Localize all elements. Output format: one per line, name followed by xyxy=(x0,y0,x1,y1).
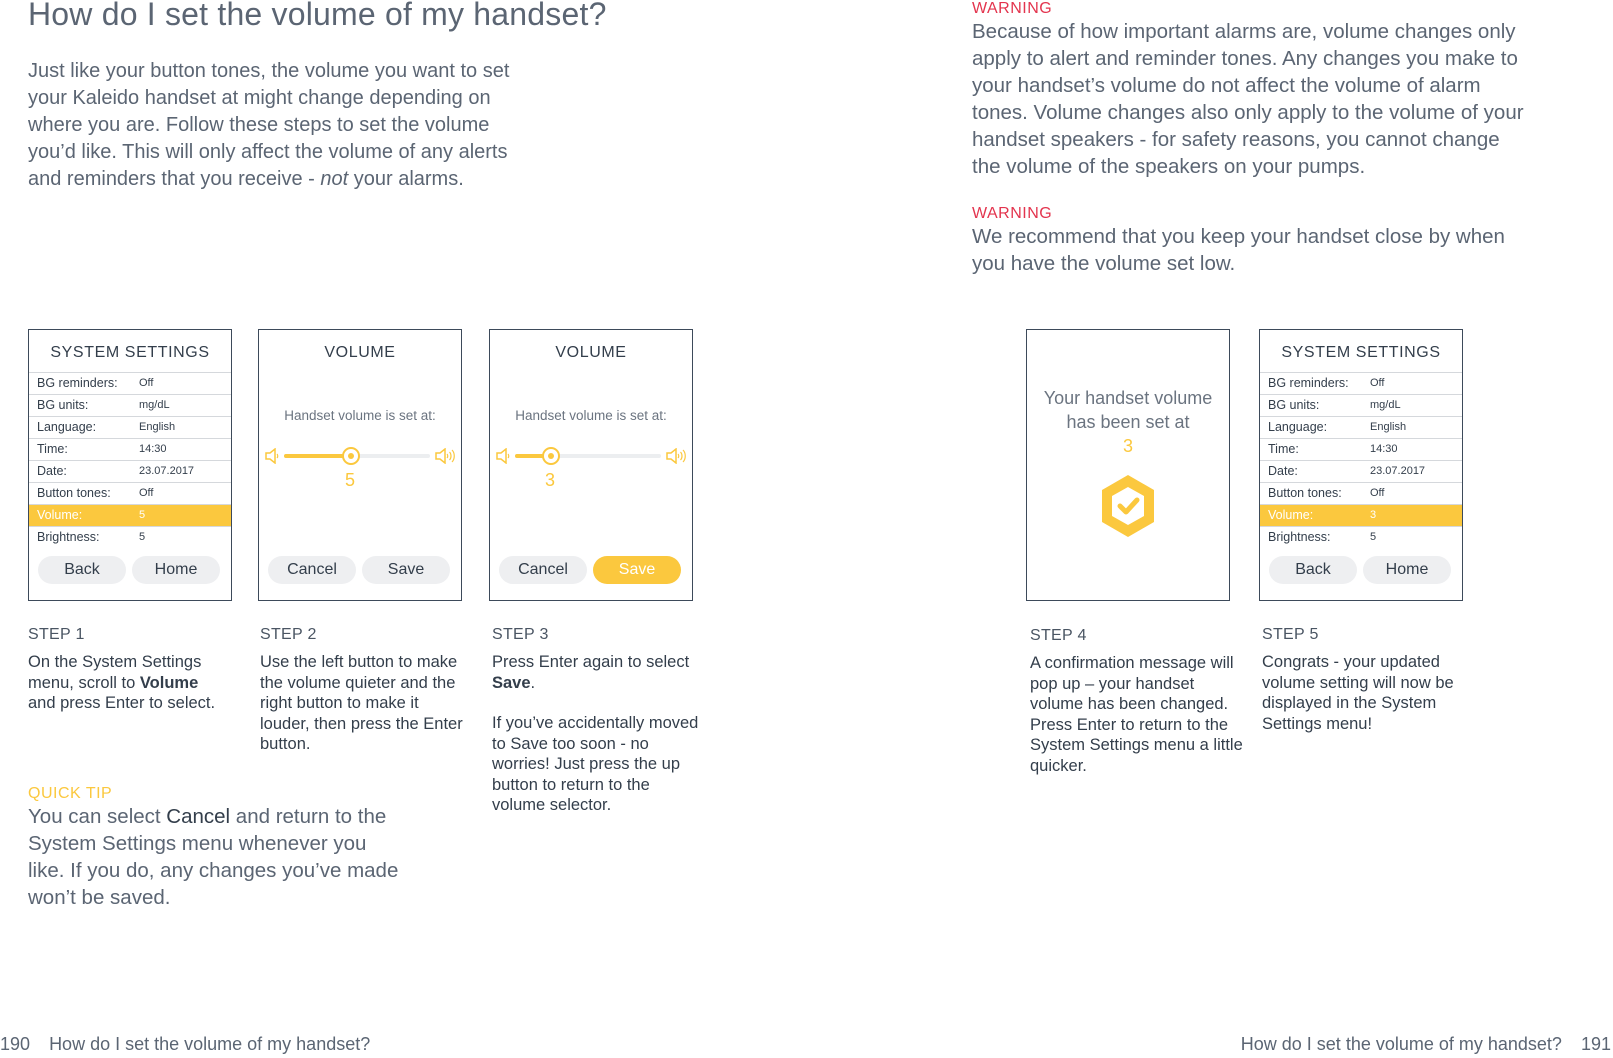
warning-text: We recommend that you keep your handset close by when you have the volume set low. xyxy=(972,225,1505,275)
step-label: STEP 2 xyxy=(260,626,317,643)
screen-title: VOLUME xyxy=(324,344,396,361)
step-text xyxy=(28,652,228,714)
step-text-part: . xyxy=(530,673,536,692)
step-text: Congrats - your updated volume setting will now be displayed in the System Settings menu! xyxy=(1262,653,1454,733)
settings-row xyxy=(29,527,231,548)
settings-row xyxy=(1260,439,1462,461)
row-label: Time: xyxy=(1268,442,1299,456)
home-button[interactable]: Home xyxy=(132,556,220,584)
step-2-caption xyxy=(260,626,465,755)
settings-row xyxy=(29,439,231,461)
settings-row xyxy=(1260,483,1462,505)
settings-row xyxy=(29,417,231,439)
settings-row xyxy=(1260,395,1462,417)
page-number-right: 191 xyxy=(1580,1034,1611,1054)
volume-subtitle: Handset volume is set at: xyxy=(284,408,436,423)
save-button-selected[interactable]: Save xyxy=(593,556,681,584)
row-value: Off xyxy=(139,377,154,389)
step-text-part: and press Enter to select. xyxy=(28,694,216,712)
footer-title-left: How do I set the volume of my handset? xyxy=(49,1034,371,1054)
back-button[interactable]: Back xyxy=(1269,556,1357,584)
row-value: 5 xyxy=(139,509,146,521)
row-value: 5 xyxy=(1370,531,1377,543)
row-label: Time: xyxy=(37,442,68,456)
row-value: mg/dL xyxy=(1370,399,1401,411)
speaker-loud-icon xyxy=(434,448,456,464)
warning-label: WARNING xyxy=(972,205,1053,222)
warning-block-2 xyxy=(972,205,1532,277)
row-label: BG units: xyxy=(37,398,89,412)
step-text: Use the left button to make the volume quieter and the right button to make it louder, then press the Enter button. xyxy=(260,653,463,753)
row-label: BG reminders: xyxy=(1268,376,1349,390)
footer-title-right: How do I set the volume of my handset? xyxy=(1240,1034,1562,1054)
screen-confirmation-step4 xyxy=(1026,329,1230,601)
speaker-quiet-icon xyxy=(264,448,282,464)
footer-right xyxy=(1241,1034,1611,1055)
row-value: Off xyxy=(139,487,154,499)
confirmation-message xyxy=(1027,386,1229,458)
row-label: Date: xyxy=(37,464,67,478)
step-text-bold: Volume xyxy=(139,673,199,692)
row-value: Off xyxy=(1370,377,1385,389)
row-value: 23.07.2017 xyxy=(139,465,195,477)
speaker-quiet-icon xyxy=(495,448,513,464)
step-text-note: If you’ve accidentally moved to Save too soon - no worries! Just press the up button to return to the volume selector. xyxy=(492,714,699,814)
step-label: STEP 1 xyxy=(28,626,85,643)
row-value: 14:30 xyxy=(1370,443,1398,455)
settings-row xyxy=(1260,373,1462,395)
home-button[interactable]: Home xyxy=(1363,556,1451,584)
intro-text-2: your alarms. xyxy=(348,168,464,190)
step-4-caption xyxy=(1030,627,1245,776)
step-text-part: Press Enter again to select xyxy=(492,653,690,671)
intro-paragraph xyxy=(28,58,538,193)
cancel-button[interactable]: Cancel xyxy=(499,556,587,584)
volume-value: 5 xyxy=(344,470,355,490)
screen-system-settings-step5 xyxy=(1259,329,1463,601)
row-label: BG reminders: xyxy=(37,376,118,390)
row-label: Volume: xyxy=(37,508,83,522)
settings-row xyxy=(29,461,231,483)
step-label: STEP 5 xyxy=(1262,626,1319,643)
volume-slider[interactable] xyxy=(284,454,430,458)
settings-table xyxy=(29,372,231,548)
row-label: Brightness: xyxy=(37,530,100,544)
warning-text: Because of how important alarms are, volume changes only apply to alert and reminder tones. Any changes you make to your handset’s volume do not affect the volume of alarm tones. Volume changes also only apply to the volume of your handset speakers - for safety reasons, you cannot change the volume of the speakers on your pumps. xyxy=(972,20,1524,178)
settings-row-selected[interactable] xyxy=(1260,505,1462,527)
page-title: How do I set the volume of my handset? xyxy=(28,0,607,32)
warning-block-1 xyxy=(972,0,1532,180)
settings-row xyxy=(29,395,231,417)
screen-system-settings-step1 xyxy=(28,329,232,601)
tip-text-part: and return to the System Settings menu whenever you like. If you do, any changes you’ve made won’t be saved. xyxy=(28,805,399,909)
checkmark-hexagon-icon xyxy=(1097,472,1159,540)
settings-row xyxy=(1260,461,1462,483)
back-button[interactable]: Back xyxy=(38,556,126,584)
settings-row xyxy=(1260,417,1462,439)
row-value: 14:30 xyxy=(139,443,167,455)
row-value: 23.07.2017 xyxy=(1370,465,1426,477)
step-text: A confirmation message will pop up – your handset volume has been changed. Press Enter to return to the System Settings menu a little quicker. xyxy=(1030,654,1243,775)
tip-text-part: You can select xyxy=(28,805,167,828)
screen-title: SYSTEM SETTINGS xyxy=(1281,344,1441,361)
row-value: 5 xyxy=(139,531,146,543)
row-value: English xyxy=(1370,421,1407,433)
row-value: 3 xyxy=(1370,509,1377,521)
quick-tip xyxy=(28,785,408,911)
volume-value: 3 xyxy=(544,470,555,490)
row-label: Button tones: xyxy=(1268,486,1342,500)
settings-table xyxy=(1260,372,1462,548)
row-label: Brightness: xyxy=(1268,530,1331,544)
step-text-bold: Save xyxy=(492,673,531,692)
quick-tip-text xyxy=(28,803,408,911)
screen-title: SYSTEM SETTINGS xyxy=(50,344,210,361)
settings-row xyxy=(29,483,231,505)
screen-volume-step2 xyxy=(258,329,462,601)
save-button[interactable]: Save xyxy=(362,556,450,584)
step-label: STEP 4 xyxy=(1030,627,1087,644)
intro-emphasis: not xyxy=(320,168,349,190)
row-value: mg/dL xyxy=(139,399,170,411)
speaker-loud-icon xyxy=(665,448,687,464)
cancel-button[interactable]: Cancel xyxy=(268,556,356,584)
step-1-caption xyxy=(28,626,228,714)
intro-text-1: Just like your button tones, the volume you want to set your Kaleido handset at might change depending on where you are. Follow these steps to set the volume you’d like. This will only affect the volume of any alerts and reminders that you receive - xyxy=(28,60,510,190)
screen-volume-step3 xyxy=(489,329,693,601)
volume-slider-knob[interactable] xyxy=(342,447,360,465)
step-text xyxy=(492,652,702,693)
volume-slider[interactable] xyxy=(515,454,661,458)
row-value: Off xyxy=(1370,487,1385,499)
confirmation-line-2: has been set at xyxy=(1066,412,1190,432)
row-label: Language: xyxy=(1268,420,1328,434)
screen-title: VOLUME xyxy=(555,344,627,361)
confirmation-value: 3 xyxy=(1122,436,1133,456)
row-label: BG units: xyxy=(1268,398,1320,412)
step-label: STEP 3 xyxy=(492,626,549,643)
page-number-left: 190 xyxy=(0,1034,31,1054)
step-3-caption xyxy=(492,626,702,816)
volume-slider-fill xyxy=(284,454,350,458)
row-label: Volume: xyxy=(1268,508,1314,522)
row-label: Language: xyxy=(37,420,97,434)
warning-label: WARNING xyxy=(972,0,1053,17)
footer-left xyxy=(0,1034,370,1055)
volume-subtitle: Handset volume is set at: xyxy=(515,408,667,423)
settings-row xyxy=(1260,527,1462,548)
row-label: Button tones: xyxy=(37,486,111,500)
step-text-part: On the System Settings menu, scroll to xyxy=(28,653,202,692)
confirmation-line-1: Your handset volume xyxy=(1043,388,1213,408)
volume-slider-knob[interactable] xyxy=(542,447,560,465)
settings-row xyxy=(29,373,231,395)
row-label: Date: xyxy=(1268,464,1298,478)
settings-row-selected[interactable] xyxy=(29,505,231,527)
tip-text-emphasis: Cancel xyxy=(166,805,231,828)
quick-tip-label: QUICK TIP xyxy=(28,785,113,802)
step-5-caption xyxy=(1262,626,1477,734)
row-value: English xyxy=(139,421,176,433)
